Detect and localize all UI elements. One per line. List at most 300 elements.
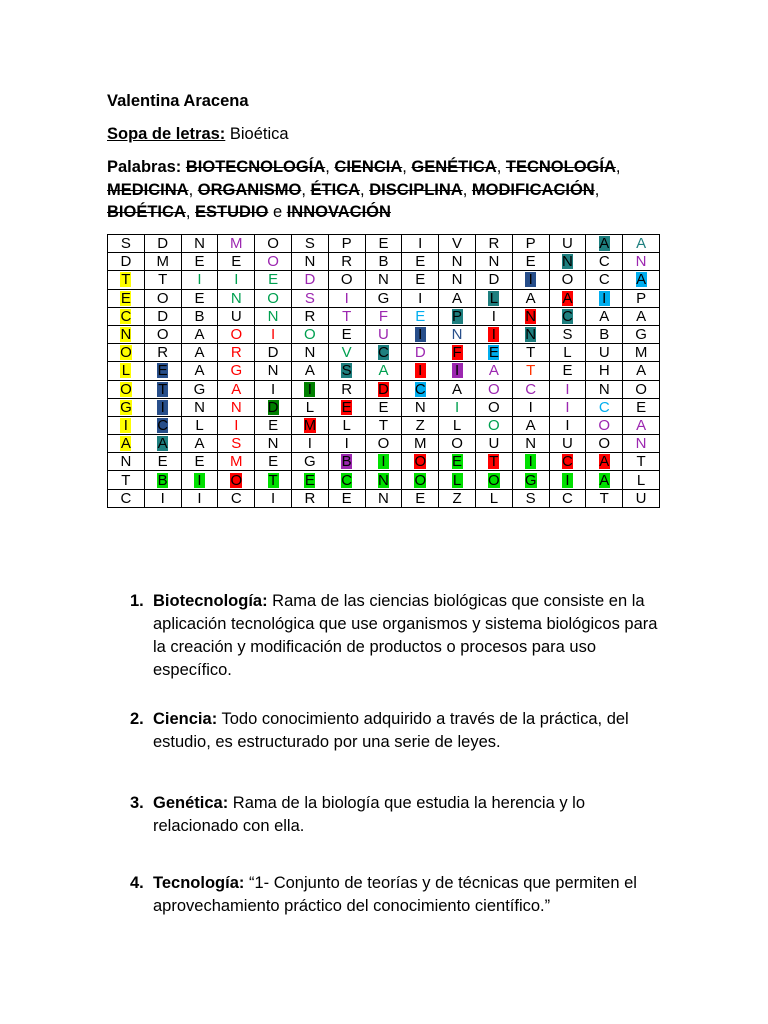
grid-letter: I [525, 454, 536, 469]
grid-letter: I [270, 326, 276, 344]
word-list: Palabras: BIOTECNOLOGÍA, CIENCIA, GENÉTICA, TECNOLOGÍA, MEDICINA, ORGANISMO, ÉTICA, DISCIPLINA, MODIFICACIÓN, BIOÉTICA, ESTUDIO e INNOVACIÓN [107, 158, 621, 221]
grid-letter: R [341, 253, 353, 271]
grid-cell [255, 271, 292, 289]
grid-letter: A [378, 362, 389, 380]
grid-cell [181, 307, 218, 325]
grid-cell [475, 253, 512, 271]
grid-letter: R [304, 489, 316, 507]
grid-letter: A [194, 326, 205, 344]
grid-letter: I [344, 435, 349, 453]
grid-cell [512, 235, 549, 253]
grid-cell [291, 307, 328, 325]
grid-letter: O [561, 271, 574, 289]
grid-letter: I [454, 398, 460, 416]
grid-letter: E [378, 398, 389, 416]
word-item: ÉTICA [310, 180, 361, 199]
grid-letter: C [414, 380, 426, 398]
grid-letter: E [268, 453, 279, 471]
grid-cell [328, 398, 365, 416]
grid-row [108, 289, 660, 307]
grid-letter: A [452, 380, 463, 398]
grid-cell [586, 325, 623, 343]
grid-letter: P [525, 235, 536, 253]
grid-letter: N [562, 253, 573, 271]
grid-cell [586, 253, 623, 271]
grid-cell [365, 325, 402, 343]
grid-letter: N [451, 253, 463, 271]
grid-letter: I [528, 398, 533, 416]
definition-item [130, 590, 670, 682]
grid-cell [439, 325, 476, 343]
word-item: ESTUDIO [195, 203, 269, 221]
grid-letter: O [451, 435, 463, 453]
grid-cell [402, 307, 439, 325]
grid-letter: E [525, 253, 536, 271]
grid-cell [475, 362, 512, 380]
grid-cell [623, 307, 660, 325]
grid-cell [549, 362, 586, 380]
word-item: MODIFICACIÓN [471, 180, 595, 199]
grid-letter: O [120, 380, 132, 398]
grid-cell [255, 435, 292, 453]
grid-letter: N [120, 326, 132, 344]
grid-cell [328, 453, 365, 471]
grid-letter: L [121, 362, 131, 380]
grid-letter: V [452, 235, 463, 253]
grid-letter: F [452, 344, 462, 362]
grid-letter: O [598, 435, 611, 453]
grid-letter: N [488, 253, 500, 271]
grid-cell [586, 435, 623, 453]
grid-cell [328, 253, 365, 271]
grid-letter: E [157, 453, 168, 471]
grid-cell [255, 362, 292, 380]
grid-letter: O [488, 398, 500, 416]
grid-letter: N [525, 435, 537, 453]
grid-letter: A [194, 344, 205, 362]
grid-letter: N [194, 235, 205, 253]
grid-cell [108, 416, 145, 434]
grid-cell [328, 271, 365, 289]
grid-cell [475, 344, 512, 362]
grid-letter: B [157, 471, 168, 489]
grid-letter: A [157, 435, 168, 453]
grid-cell [512, 380, 549, 398]
grid-cell [365, 416, 402, 434]
grid-letter: E [562, 362, 573, 380]
grid-letter: O [267, 289, 279, 307]
grid-cell [291, 398, 328, 416]
grid-cell [181, 235, 218, 253]
grid-cell [108, 289, 145, 307]
grid-cell [218, 325, 255, 343]
grid-cell [475, 398, 512, 416]
grid-letter: I [234, 416, 239, 434]
grid-cell [144, 416, 181, 434]
grid-letter: C [598, 253, 610, 271]
grid-cell [549, 253, 586, 271]
grid-letter: G [230, 362, 243, 380]
grid-cell [328, 435, 365, 453]
grid-cell [291, 289, 328, 307]
grid-letter: O [267, 253, 279, 271]
grid-letter: O [414, 453, 427, 471]
grid-letter: A [304, 362, 315, 380]
grid-cell [512, 271, 549, 289]
grid-letter: G [304, 453, 316, 471]
grid-cell [328, 289, 365, 307]
grid-cell [439, 435, 476, 453]
grid-cell [218, 344, 255, 362]
definition-number: 4. [130, 874, 144, 892]
grid-letter: N [267, 435, 279, 453]
grid-cell [623, 380, 660, 398]
grid-cell [181, 453, 218, 471]
grid-letter: A [194, 362, 205, 380]
grid-cell [475, 416, 512, 434]
grid-letter: E [194, 453, 205, 471]
grid-cell [218, 453, 255, 471]
grid-cell [218, 362, 255, 380]
grid-letter: L [636, 471, 646, 489]
grid-letter: O [230, 326, 243, 344]
grid-cell [291, 271, 328, 289]
grid-letter: C [598, 271, 610, 289]
grid-letter: A [562, 289, 573, 307]
definition-text: “1- Conjunto de teorías y de técnicas que permiten el aprovechamiento práctico del conocimiento científico.” [153, 874, 637, 915]
grid-letter: I [418, 235, 423, 253]
grid-cell [291, 325, 328, 343]
grid-letter: T [121, 271, 131, 289]
grid-letter: O [598, 416, 611, 434]
definition-number: 3. [130, 794, 144, 812]
grid-cell [549, 289, 586, 307]
grid-letter: G [377, 289, 390, 307]
grid-cell [108, 435, 145, 453]
grid-cell [255, 344, 292, 362]
grid-letter: O [230, 471, 243, 489]
grid-cell [402, 325, 439, 343]
grid-cell [328, 362, 365, 380]
grid-letter: O [414, 471, 427, 489]
grid-cell [549, 307, 586, 325]
grid-cell [291, 253, 328, 271]
grid-letter: E [415, 271, 426, 289]
grid-letter: I [307, 435, 312, 453]
grid-cell [218, 489, 255, 507]
grid-cell [291, 380, 328, 398]
grid-letter: A [636, 235, 647, 253]
grid-cell [144, 289, 181, 307]
grid-cell [365, 362, 402, 380]
grid-cell [108, 489, 145, 507]
grid-letter: T [526, 362, 536, 380]
grid-cell [365, 398, 402, 416]
grid-cell [402, 235, 439, 253]
word-item: MEDICINA [107, 180, 189, 199]
grid-letter: E [378, 235, 389, 253]
grid-cell [255, 307, 292, 325]
grid-letter: G [635, 326, 647, 344]
grid-row [108, 380, 660, 398]
grid-letter: S [231, 435, 242, 453]
grid-cell [586, 398, 623, 416]
grid-letter: M [230, 235, 243, 253]
grid-letter: A [452, 289, 463, 307]
grid-letter: M [303, 416, 317, 434]
grid-cell [402, 435, 439, 453]
grid-cell [255, 471, 292, 489]
grid-cell [512, 253, 549, 271]
grid-cell [328, 489, 365, 507]
grid-letter: S [304, 289, 315, 307]
grid-letter: E [452, 453, 463, 471]
grid-cell [328, 471, 365, 489]
grid-cell [291, 416, 328, 434]
grid-letter: N [267, 307, 279, 325]
grid-cell [623, 362, 660, 380]
grid-letter: M [156, 253, 169, 271]
grid-cell [623, 435, 660, 453]
grid-letter: G [120, 398, 132, 416]
grid-row [108, 325, 660, 343]
grid-letter: E [157, 362, 168, 380]
grid-cell [512, 362, 549, 380]
grid-letter: N [451, 326, 463, 344]
grid-cell [512, 471, 549, 489]
grid-letter: I [565, 398, 570, 416]
grid-cell [255, 325, 292, 343]
grid-cell [144, 380, 181, 398]
grid-cell [475, 307, 512, 325]
grid-letter: T [158, 271, 168, 289]
grid-cell [144, 489, 181, 507]
grid-row [108, 307, 660, 325]
grid-cell [218, 471, 255, 489]
grid-letter: I [234, 271, 239, 289]
grid-cell [108, 271, 145, 289]
grid-cell [218, 416, 255, 434]
grid-letter: N [378, 471, 389, 489]
grid-letter: C [562, 307, 573, 325]
grid-cell [475, 471, 512, 489]
grid-letter: C [230, 489, 242, 507]
grid-cell [439, 471, 476, 489]
grid-letter: T [599, 489, 609, 507]
grid-cell [328, 307, 365, 325]
grid-letter: I [304, 382, 315, 397]
grid-letter: N [635, 253, 647, 271]
grid-letter: U [635, 489, 647, 507]
grid-cell [181, 253, 218, 271]
grid-cell [255, 253, 292, 271]
grid-row [108, 271, 660, 289]
grid-letter: I [565, 416, 570, 434]
grid-letter: U [598, 344, 610, 362]
grid-letter: N [525, 326, 537, 344]
grid-letter: B [194, 307, 205, 325]
subject-label: Sopa de letras: [107, 125, 226, 143]
grid-letter: D [267, 344, 279, 362]
grid-letter: R [304, 307, 316, 325]
grid-cell [291, 344, 328, 362]
grid-cell [439, 489, 476, 507]
subject-line [107, 125, 289, 144]
grid-cell [475, 435, 512, 453]
grid-letter: O [267, 235, 279, 253]
grid-letter: E [636, 398, 647, 416]
grid-cell [144, 398, 181, 416]
grid-cell [328, 325, 365, 343]
grid-letter: U [562, 435, 573, 453]
definition-text: Todo conocimiento adquirido a través de la práctica, del estudio, es estructurado por una serie de leyes. [153, 710, 629, 751]
grid-letter: N [378, 489, 389, 507]
grid-letter: O [156, 289, 169, 307]
grid-letter: E [341, 489, 352, 507]
grid-cell [255, 380, 292, 398]
grid-cell [549, 271, 586, 289]
grid-cell [402, 398, 439, 416]
grid-letter: C [562, 489, 573, 507]
grid-letter: L [342, 416, 351, 434]
grid-letter: M [634, 344, 648, 362]
grid-letter: Z [415, 416, 425, 434]
grid-cell [328, 380, 365, 398]
definition-term: Genética: [153, 794, 229, 812]
grid-cell [181, 416, 218, 434]
grid-cell [549, 489, 586, 507]
grid-cell [623, 253, 660, 271]
grid-cell [108, 344, 145, 362]
grid-letter: I [488, 327, 499, 342]
definition-text: Rama de la biología que estudia la herencia y lo relacionado con ella. [153, 794, 586, 835]
grid-cell [586, 235, 623, 253]
grid-cell [144, 253, 181, 271]
grid-letter: E [415, 307, 426, 325]
grid-letter: C [341, 471, 353, 489]
definition-text: Rama de las ciencias biológicas que consiste en la aplicación tecnológica que use organismos y sistema biológicos para la creación y modificación de productos o procesos para uso específico. [153, 592, 658, 679]
grid-letter: M [414, 435, 427, 453]
grid-cell [439, 307, 476, 325]
word-item: BIOTECNOLOGÍA [185, 158, 326, 176]
grid-cell [623, 271, 660, 289]
grid-letter: I [157, 400, 168, 415]
grid-letter: T [268, 471, 278, 489]
grid-row [108, 416, 660, 434]
grid-letter: P [452, 307, 463, 325]
word-item: INNOVACIÓN [286, 203, 391, 221]
grid-cell [291, 235, 328, 253]
grid-cell [144, 235, 181, 253]
grid-letter: H [598, 362, 610, 380]
grid-cell [439, 453, 476, 471]
grid-letter: N [304, 253, 316, 271]
grid-cell [108, 398, 145, 416]
grid-cell [108, 453, 145, 471]
word-item: CIENCIA [334, 158, 403, 176]
grid-letter: E [341, 326, 352, 344]
grid-letter: N [230, 398, 242, 416]
grid-letter: N [598, 380, 610, 398]
grid-cell [475, 380, 512, 398]
grid-cell [108, 471, 145, 489]
grid-letter: T [489, 453, 499, 471]
grid-letter: E [120, 289, 131, 307]
grid-cell [512, 453, 549, 471]
grid-letter: C [562, 453, 573, 471]
grid-cell [255, 398, 292, 416]
grid-cell [586, 416, 623, 434]
grid-letter: T [636, 453, 646, 471]
word-list-label: Palabras: [107, 158, 182, 176]
grid-letter: I [415, 363, 426, 378]
grid-cell [144, 307, 181, 325]
grid-letter: E [488, 344, 499, 362]
grid-letter: T [342, 307, 352, 325]
grid-letter: D [414, 344, 426, 362]
grid-letter: I [378, 454, 389, 469]
grid-letter: P [341, 235, 352, 253]
grid-cell [402, 471, 439, 489]
grid-letter: O [488, 380, 500, 398]
grid-cell [108, 307, 145, 325]
grid-letter: N [378, 271, 389, 289]
grid-cell [439, 271, 476, 289]
word-item: BIOÉTICA [107, 203, 186, 221]
grid-letter: E [304, 471, 315, 489]
grid-cell [623, 289, 660, 307]
grid-letter: B [599, 326, 610, 344]
grid-cell [365, 344, 402, 362]
grid-cell [255, 416, 292, 434]
grid-cell [181, 325, 218, 343]
grid-cell [144, 471, 181, 489]
grid-letter: T [526, 344, 536, 362]
grid-cell [439, 398, 476, 416]
grid-cell [475, 289, 512, 307]
grid-cell [623, 325, 660, 343]
definition-term: Ciencia: [153, 710, 218, 728]
grid-cell [144, 453, 181, 471]
definition-item [130, 872, 670, 918]
grid-cell [623, 235, 660, 253]
grid-cell [512, 344, 549, 362]
grid-row [108, 435, 660, 453]
grid-letter: D [157, 307, 169, 325]
grid-cell [291, 489, 328, 507]
grid-cell [181, 380, 218, 398]
grid-cell [328, 416, 365, 434]
grid-letter: I [565, 380, 570, 398]
grid-letter: I [120, 418, 131, 433]
grid-letter: I [160, 489, 165, 507]
grid-letter: R [341, 380, 353, 398]
grid-cell [549, 453, 586, 471]
grid-cell [623, 416, 660, 434]
grid-cell [365, 289, 402, 307]
grid-letter: O [488, 471, 500, 489]
grid-cell [586, 271, 623, 289]
grid-cell [108, 362, 145, 380]
grid-letter: D [304, 271, 316, 289]
grid-cell [623, 344, 660, 362]
grid-cell [218, 253, 255, 271]
grid-letter: A [599, 471, 610, 489]
word-item: DISCIPLINA [369, 180, 463, 199]
definitions-list [130, 590, 670, 918]
word-item: TECNOLOGÍA [505, 158, 616, 176]
grid-cell [291, 362, 328, 380]
